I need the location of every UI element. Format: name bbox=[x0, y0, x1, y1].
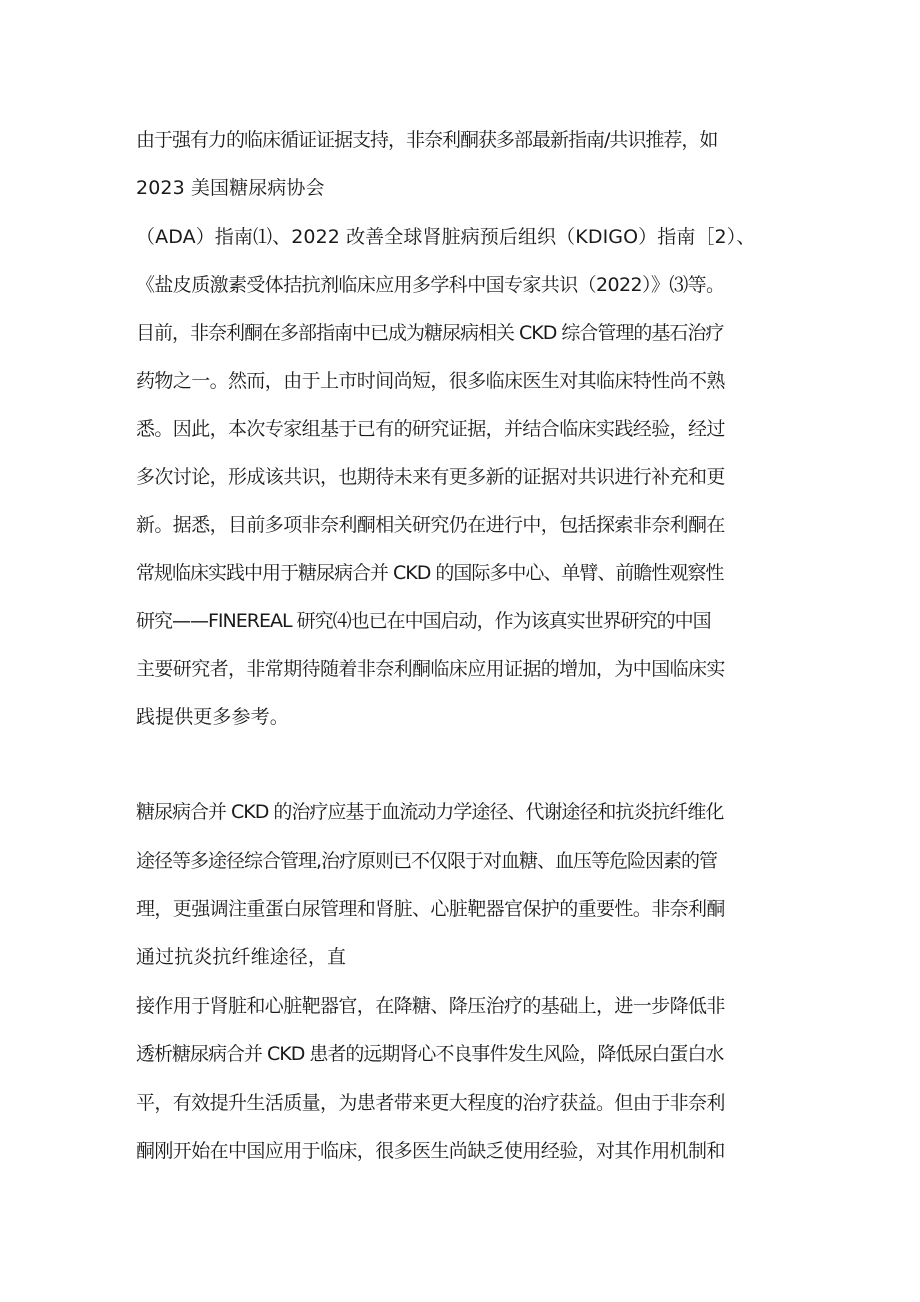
text-line: 由于强有力的临床循证证据支持，非奈利酮获多部最新指南/共识推荐，如 bbox=[136, 129, 718, 151]
text-line: 通过抗炎抗纤维途径，直 bbox=[136, 946, 347, 968]
text-line: 途径等多途径综合管理,治疗原则已不仅限于对血糖、血压等危险因素的管 bbox=[136, 850, 718, 872]
text-line: 接作用于肾脏和心脏靶器官，在降糖、降压治疗的基础上，进一步降低非 bbox=[136, 995, 725, 1017]
text-line: 研究——FINEREAL 研究⑷也已在中国启动，作为该真实世界研究的中国 bbox=[136, 610, 711, 632]
text-line: 常规临床实践中用于糖尿病合并 CKD 的国际多中心、单臂、前瞻性观察性 bbox=[136, 562, 724, 584]
text-line: 药物之一。然而，由于上市时间尚短，很多临床医生对其临床特性尚不熟 bbox=[136, 370, 725, 392]
text-line: 新。据悉，目前多项非奈利酮相关研究仍在进行中，包括探索非奈利酮在 bbox=[136, 514, 725, 536]
text-line: 平，有效提升生活质量，为患者带来更大程度的治疗获益。但由于非奈利 bbox=[136, 1092, 725, 1114]
text-line: 主要研究者，非常期待随着非奈利酮临床应用证据的增加，为中国临床实 bbox=[136, 658, 725, 680]
text-line: 多次讨论，形成该共识，也期待未来有更多新的证据对共识进行补充和更 bbox=[136, 466, 725, 488]
text-line: 2023 美国糖尿病协会 bbox=[136, 177, 325, 199]
text-line: 悉。因此，本次专家组基于已有的研究证据，并结合临床实践经验，经过 bbox=[136, 418, 725, 440]
text-line: （ADA）指南⑴、2022 改善全球肾脏病预后组织（KDIGO）指南［2）、 bbox=[136, 226, 756, 248]
text-line: 目前，非奈利酮在多部指南中已成为糖尿病相关 CKD 综合管理的基石治疗 bbox=[136, 322, 724, 344]
text-line: 理，更强调注重蛋白尿管理和肾脏、心脏靶器官保护的重要性。非奈利酮 bbox=[136, 898, 725, 920]
text-line: 践提供更多参考。 bbox=[136, 706, 289, 728]
text-line: 糖尿病合并 CKD 的治疗应基于血流动力学途径、代谢途径和抗炎抗纤维化 bbox=[136, 801, 724, 823]
text-line: 酮刚开始在中国应用于临床，很多医生尚缺乏使用经验，对其作用机制和 bbox=[136, 1140, 725, 1162]
text-line: 《盐皮质激素受体拮抗剂临床应用多学科中国专家共识（2022）》⑶等。 bbox=[136, 274, 725, 296]
text-line: 透析糖尿病合并 CKD 患者的远期肾心不良事件发生风险，降低尿白蛋白水 bbox=[136, 1043, 724, 1065]
